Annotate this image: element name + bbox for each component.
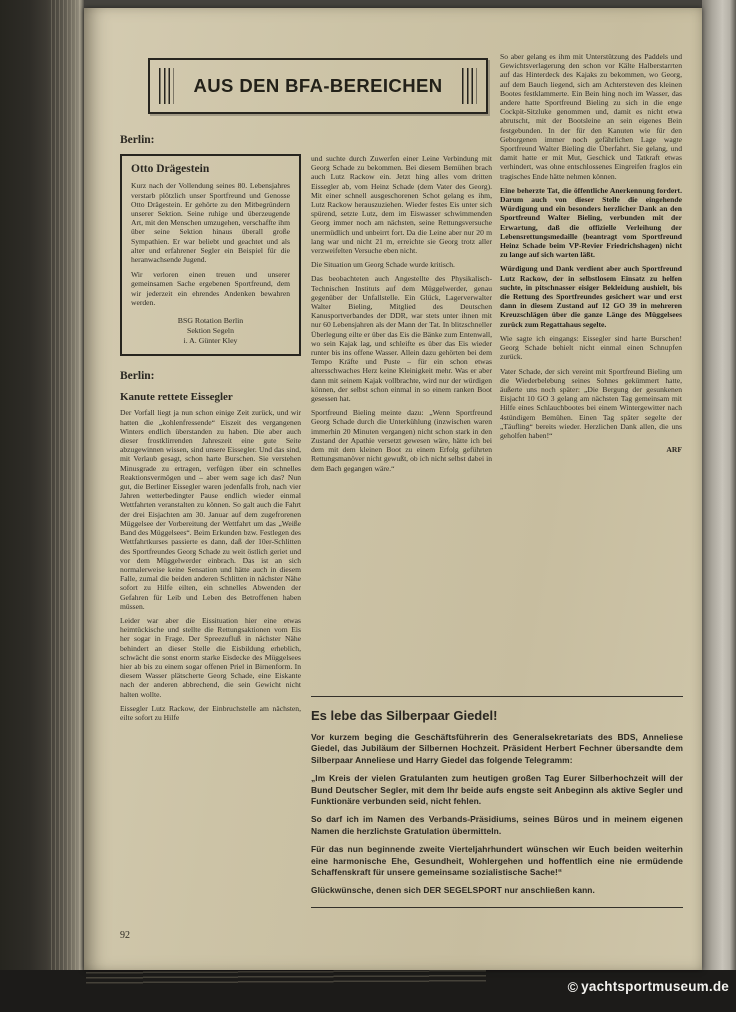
divider-rule-bottom — [311, 907, 683, 908]
silver-paragraph: Vor kurzem beging die Geschäftsführerin des Generalsekretariats des BDS, Anneliese Giedel, das Jubiläum der Silbernen Hochzeit. Präsident Herbert Fechner übersandte dem Silberpaar Anneliese und Harry Giedel das folgende Telegramm: — [311, 732, 683, 765]
obituary-signature — [131, 316, 290, 346]
right-column — [500, 52, 682, 459]
header-ornament-right — [462, 68, 477, 104]
magazine-page — [84, 8, 702, 970]
article-paragraph: So aber gelang es ihm mit Unterstützung des Paddels und Gewichtsverlagerung den schon vor Kälte Halberstarrten auf das Hinterdeck des Kajaks zu bekommen, wo Georg, auf dem Bauch liegend, sich am Achtersteven des kleinen Bootes festklammerte. Ein Bein hing noch im Wasser, das andere hatte Sportfreund Bieling zu sich in die enge Cockpit-Sitzluke genommen und, damit es nicht etwa abrutscht, mit der Bootsleine an sein eigenes Bein festgebunden. In der für den Kanuten wie für den Geborgenen immer noch gefährlichen Lage wagte Sportfreund Walter Bieling die Überfahrt. Sie gelang, und damit hatte er mit Mut, Geschick und Tatkraft etwas verhindert, was ohne entschlossenes Eingreifen fraglos ein tragisches Ende hätte nehmen können. — [500, 52, 682, 181]
article-paragraph: Die Situation um Georg Schade wurde kritisch. — [311, 260, 455, 270]
page-stack-edge-right — [702, 0, 736, 1012]
middle-column — [311, 154, 492, 478]
obituary-signature-line: i. A. Günter Kley — [183, 336, 238, 346]
watermark-text: yachtsportmuseum.de — [581, 979, 729, 994]
silver-paragraph: So darf ich im Namen des Verbands-Präsidiums, seines Büros und in meinem eigenen Namen die herzlichste Gratulation übermitteln. — [311, 814, 683, 836]
article-paragraph: Leider war aber die Eissituation hier eine etwas heimtückische und stellte die Rettungsaktionen vom Eis her sogar in Frage. Der Spreezufluß in nächster Nähe behindert an dieser Stelle die Eisbildung erheblich, schwächt die sonst enorm starke Eisdecke des Müggelsees hier ab bis zu einem sogar offenen Priel in Birnenform. In diesem Wasser plätscherte Georg Schade, eine Eiskante nach der anderen abbrechend, die sein Gewicht nicht halten wollte. — [120, 615, 301, 699]
obituary-signature-line: BSG Rotation Berlin — [177, 316, 244, 326]
divider-rule-top — [311, 696, 683, 697]
silver-paragraph: Für das nun beginnende zweite Vierteljahrhundert wünschen wir Euch beiden weiterhin eine harmonische Ehe, Gesundheit, Wohlergehen und hoffentlich eine nie ermüdende Schaffenskraft für unsere gemeinsame sozialistische Sache!“ — [311, 844, 683, 878]
silver-section-title: Es lebe das Silberpaar Giedel! — [311, 708, 498, 723]
article-paragraph: Der Vorfall liegt ja nun schon einige Zeit zurück, und wir hatten die „kohlenfressende“ Eiszeit des vergangenen Winters endlich überstanden zu haben. Die aber auch dieser frostklirrenden Jahreszeit eine gute Seite abzugewinnen wissen, sind unsere Eissegler. Und das sind, mit Verlaub gesagt, schon harte Burschen. Sie verstehen Minusgrade zu ertragen, verfügen über ein schnelles Reaktionsvermögen und – aber wem sage ich das? Nun gut, die Berliner Eissegler waren jedenfalls froh, nach vier Jahren wetterbedingter Pause endlich wieder einmal Wettfahrten veranstalten zu können. So galt auch die Fahrt der drei Eisjachten am 30. Januar auf dem zugefrorenen Müggelsee der Vorbereitung der Wettfahrt um das „Weiße Band des Müggelsees“. Beim Erkunden bzw. Festlegen des Wettfahrtkurses passierte es dann, daß der 10er-Schlitten des Sportfreundes Georg Schade zu weit östlich geriet und vor dem Müggelwerder einbrach. Das ist an sich normalerweise keine Sensation und hätte auch in diesem Falle, zumal die beiden anderen Schlitten in nächster Nähe sofort zu Hilfe eilten, ein schnelles Abwenden der Gefahren für Leib und Leben des Betroffenen haben müssen. — [120, 408, 301, 611]
article-paragraph: Das beobachteten auch Angestellte des Physikalisch-Technischen Instituts auf dem Müggelwerder, genau gegenüber der Unfallstelle. Ein Glück, Lagerverwalter Walter Bieling, Mitglied des Deutschen Kanusportverbandes der DDR, war stets unter ihnen mit nur 60 Lebensjahren als der Mann der Tat. In blitzschneller Überlegung eilte er über das Eis die Bänke zum Entenwall, wo sein Kajak lag, und schleifte es über das Eis wieder runter bis ins offene Wasser. Allein dazu gehörten bei dem Tempo Kräfte und Puste – für ein schon etwas altersschwaches Herz keine Kleinigkeit mehr. Was er aber dann mit seinem Kajak vollbrachte, wird nur der würdigen können, der selbst schon einmal in so einem ranken Boot gesessen hat. — [311, 274, 492, 404]
page-number: 92 — [120, 930, 130, 941]
header-ornament-left — [159, 68, 174, 104]
page-title: AUS DEN BFA-BEREICHEN — [193, 75, 443, 96]
copyright-icon: © — [567, 978, 579, 995]
obituary-paragraph: Wir verloren einen treuen und unserer gemeinsamen Sache ergebenen Sportfreund, dem wir jederzeit ein ehrendes Andenken bewahren werden. — [131, 270, 290, 307]
article-paragraph: und suchte durch Zuwerfen einer Leine Verbindung mit Georg Schade zu bekommen. Bei diesem Bemühen brach auch Lutz Rackow ein. Jetzt hing alles vom dritten Eissegler ab, vom Heinz Schade (dem Vater des Georg). Mit einer schnell ausgeschorenen Schot gelang es ihm, Lutz Rackow herauszuziehen. Wieder festes Eis unter sich spürend, setzte Lutz, dem im Eiswasser schwimmenden Georg immer noch am nächsten, seine Rettungsversuche unermüdlich und unbeirrt fort. Da die Leine aber nur 20 m lang war und nicht 21 m, erreichte sie Georg trotz aller verzweifelten Versuche eben nicht. — [311, 154, 492, 256]
section-label-berlin-2: Berlin: — [120, 370, 155, 383]
silver-paragraph: „Im Kreis der vielen Gratulanten zum heutigen großen Tag Eurer Silberhochzeit will der Bund Deutscher Segler, mit dem Ihr beide aufs engste seit Anbeginn als aktive Segler und Funktionäre verbunden seid, nicht fehlen. — [311, 773, 683, 807]
left-column — [120, 136, 301, 727]
scan-edge-top — [0, 0, 736, 8]
obituary-signature-line: Sektion Segeln — [187, 326, 234, 336]
article-paragraph-emphasis: Würdigung und Dank verdient aber auch Sportfreund Lutz Rackow, der in selbstlosem Einsatz zu helfen suchte, in pitschnasser eisiger Bekleidung aushielt, bis die Rettung des Sportfreundes gesichert war und erst dann in diesem Zustand auf 12 GO 39 in mehreren Kreuzschlägen über die ganze Länge des Müggelsees zurück zum Regattahaus segelte. — [500, 264, 682, 329]
section-header-box — [148, 58, 488, 114]
book-binding-edge — [0, 0, 84, 1012]
article-paragraph: Eissegler Lutz Rackow, der Einbruchstelle am nächsten, eilte sofort zu Hilfe — [120, 703, 301, 722]
obituary-title: Otto Drägestein — [131, 163, 210, 176]
article-paragraph-emphasis: Eine beherzte Tat, die öffentliche Anerkennung fordert. Darum auch von dieser Stelle die eingehende Würdigung und ein besonders herzlicher Dank an den Sportfreund Walter Bieling, verbunden mit der Erwartung, daß die offizielle Verleihung der Lebensrettungsmedaille (beantragt vom Sportfreund Heinz Schade beim VP-Revier Friedrichshagen) nicht zu lange auf sich warten läßt. — [500, 185, 682, 260]
article-paragraph: Sportfreund Bieling meinte dazu: „Wenn Sportfreund Georg Schade durch die Unterkühlung (inzwischen waren immerhin 20 Minuten vergangen) nicht schon stark in den Zustand der Apathie versetzt gewesen wäre, hätte ich bei dem mit dem kleinen Boot zu einem Erfolg geführten Rettungsmanöver nicht gewußt, ob ich nicht selbst dabei in dem Bach gegangen wäre.“ — [311, 408, 492, 473]
obituary-box — [120, 154, 301, 356]
article-paragraph: Wie sagte ich eingangs: Eissegler sind harte Burschen! Georg Schade behielt nicht einmal einen Schnupfen zurück. — [500, 333, 682, 362]
article-title: Kanute rettete Eissegler — [120, 391, 233, 404]
section-label-berlin-1: Berlin: — [120, 134, 155, 146]
article-paragraph: Vater Schade, der sich vereint mit Sportfreund Bieling um die Wiederbelebung seines Sohnes gekümmert hatte, äußerte uns noch später: „Die Bergung der gesunkenen Eisjacht 10 GO 3 gelang am nächsten Tag gemeinsam mit Hilfe eines Schlauchbootes bei einem Wintergewitter nach 4stündigem Bemühen. Einen Tag später segelte der „Täufling“ bereits wieder. Herzlichen Dank allen, die uns geholfen haben!“ — [500, 366, 682, 440]
author-initials: ARF — [666, 445, 682, 455]
silver-paragraph: Glückwünsche, denen sich DER SEGELSPORT nur anschließen kann. — [311, 885, 595, 896]
silver-wedding-section — [311, 696, 683, 908]
obituary-paragraph: Kurz nach der Vollendung seines 80. Lebensjahres verstarb plötzlich unser Sportfreund und Genosse Otto Drägestein. Er gehörte zu den Mitbegründern unserer Sektion. Seine ruhige und überzeugende Art, mit den Menschen umzugehen, verschaffte ihm über seine Sektion hinaus überall große Sympathien. Er war beliebt und geachtet und als alter und erfahrener Segler ein Beispiel für die heranwachsende Jugend. — [131, 181, 290, 265]
watermark — [568, 979, 729, 994]
